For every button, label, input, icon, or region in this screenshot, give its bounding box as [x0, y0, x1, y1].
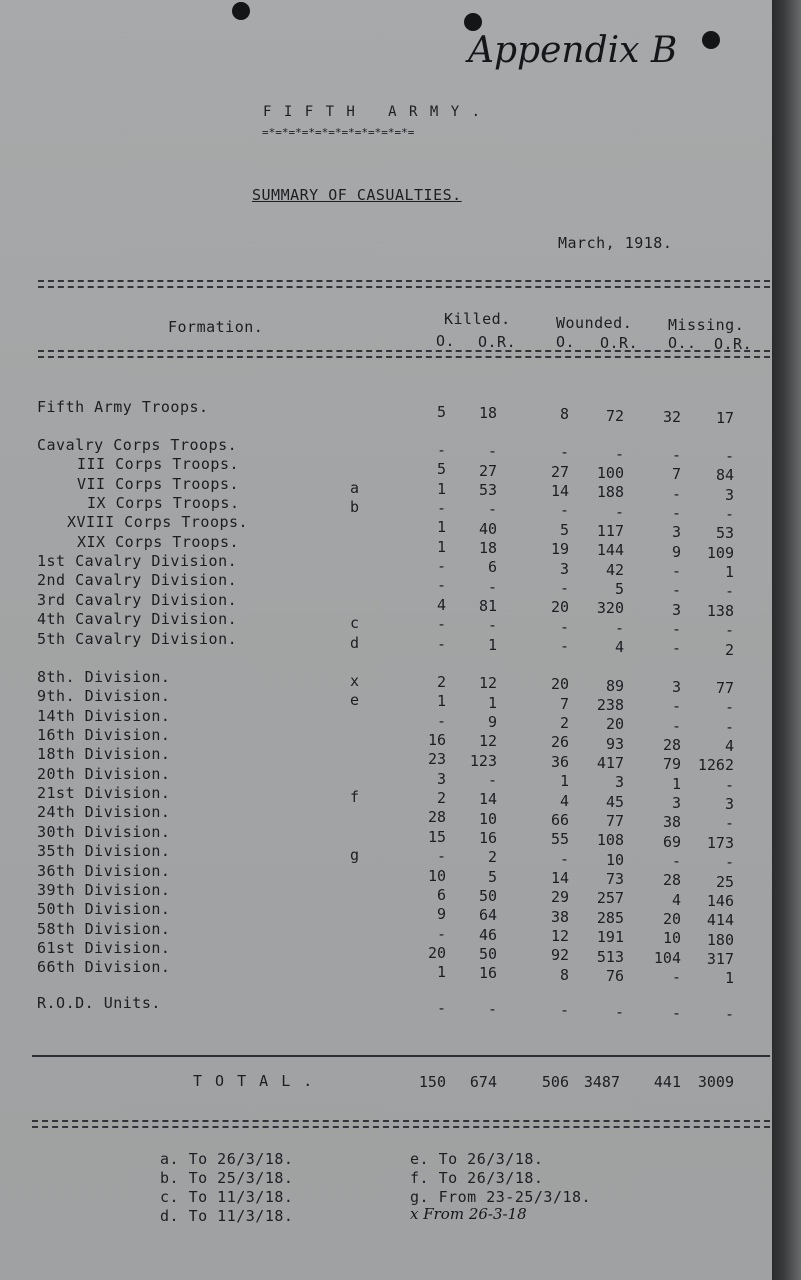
casualty-value: 5: [487, 867, 497, 886]
casualty-value: 180: [706, 930, 734, 949]
formation-name: 36th Division.: [37, 861, 171, 880]
footnote-marker: c: [350, 614, 360, 633]
casualty-value: 3: [671, 793, 681, 812]
casualty-value: -: [559, 501, 569, 520]
casualty-value: 6: [436, 885, 446, 904]
casualty-value: 53: [715, 524, 734, 543]
punch-hole: [232, 2, 250, 20]
footnote-marker: x: [350, 672, 360, 690]
casualty-value: 45: [605, 792, 624, 811]
casualty-value: 317: [706, 949, 734, 968]
casualty-value: 5: [614, 580, 624, 599]
casualty-value: -: [724, 853, 734, 872]
formation-name: 8th. Division.: [37, 668, 171, 686]
formation-name: 66th Division.: [37, 958, 171, 977]
casualty-value: -: [614, 1002, 624, 1021]
formation-name: 35th Division.: [37, 842, 171, 861]
casualty-value: 28: [662, 735, 681, 754]
casualty-value: -: [559, 617, 569, 636]
formation-name: 1st Cavalry Division.: [37, 552, 238, 571]
total-rule-bottom: [32, 1120, 770, 1122]
document-subtitle: SUMMARY OF CASUALTIES.: [252, 186, 462, 204]
casualty-value: 191: [596, 928, 624, 947]
formation-name: 24th Division.: [37, 803, 171, 822]
formation-name: 18th Division.: [37, 745, 171, 764]
casualty-value: 7: [559, 694, 569, 713]
casualty-value: -: [436, 711, 446, 730]
casualty-value: 18: [478, 404, 497, 423]
casualty-value: -: [671, 851, 681, 870]
total-value: 674: [469, 1073, 497, 1091]
casualty-value: 238: [596, 695, 624, 714]
formation-name: Cavalry Corps Troops.: [37, 436, 238, 454]
column-subheader: O.: [556, 333, 576, 352]
formation-name: 61st Division.: [37, 938, 171, 957]
footnote-marker: e: [350, 691, 360, 710]
casualty-value: 1262: [697, 756, 734, 775]
total-rule-bottom: [32, 1126, 770, 1128]
column-header-missing: Missing.: [668, 316, 745, 334]
casualty-value: 79: [662, 755, 681, 774]
casualty-value: 257: [596, 889, 624, 908]
casualty-value: -: [436, 499, 446, 518]
casualty-value: 1: [436, 479, 446, 498]
casualty-value: 108: [596, 831, 624, 850]
footnote-marker: g: [350, 846, 360, 865]
casualty-value: 6: [487, 558, 497, 577]
casualty-value: -: [671, 484, 681, 503]
casualty-value: 12: [550, 926, 569, 945]
casualty-value: 144: [596, 541, 624, 560]
casualty-value: 28: [427, 808, 446, 827]
column-subheader: O.R.: [714, 335, 753, 353]
casualty-value: 12: [478, 732, 497, 751]
casualty-value: -: [614, 618, 624, 637]
casualty-value: 17: [715, 409, 734, 427]
casualty-value: 20: [427, 943, 446, 962]
casualty-value: -: [559, 636, 569, 655]
casualty-value: -: [671, 639, 681, 658]
casualty-value: -: [724, 775, 734, 794]
column-subheader: O.: [436, 332, 456, 350]
formation-name: VII Corps Troops.: [77, 474, 240, 493]
casualty-value: 2: [487, 848, 497, 867]
total-value: 506: [541, 1073, 569, 1091]
casualty-value: 173: [706, 833, 734, 852]
casualty-value: -: [671, 503, 681, 522]
column-subheader: O..: [668, 334, 697, 353]
formation-name: 16th Division.: [37, 726, 171, 745]
casualty-value: 2: [559, 714, 569, 733]
formation-name: 5th Cavalry Division.: [37, 629, 238, 648]
casualty-value: 50: [478, 945, 497, 964]
casualty-value: 29: [550, 888, 569, 907]
column-header-formation: Formation.: [168, 318, 264, 336]
column-subheader: O.R.: [600, 333, 639, 352]
casualty-value: 50: [478, 887, 497, 906]
casualty-value: 417: [596, 754, 624, 772]
casualty-value: 40: [478, 519, 497, 538]
casualty-value: 73: [605, 870, 624, 889]
footnote-marker: b: [350, 498, 360, 517]
casualty-value: 100: [596, 463, 624, 482]
casualty-value: -: [487, 616, 497, 635]
casualty-value: 32: [662, 407, 681, 426]
casualty-value: 1: [559, 772, 569, 791]
casualty-value: 104: [653, 948, 681, 967]
casualty-value: 72: [605, 406, 624, 425]
footnote-item: c. To 11/3/18.: [160, 1188, 294, 1206]
column-subheader: O.R.: [478, 332, 517, 351]
casualty-value: 12: [478, 674, 497, 693]
casualty-value: 69: [662, 832, 681, 851]
formation-name: R.O.D. Units.: [37, 994, 161, 1012]
casualty-value: 5: [436, 460, 446, 479]
casualty-value: -: [614, 502, 624, 521]
handwritten-footnote: x From 26-3-18: [410, 1205, 527, 1223]
casualty-value: 10: [662, 929, 681, 948]
casualty-value: 1: [487, 693, 497, 712]
casualty-value: -: [724, 814, 734, 833]
casualty-value: -: [436, 441, 446, 459]
casualty-value: -: [671, 1003, 681, 1022]
casualty-value: 20: [550, 598, 569, 617]
total-value: 150: [418, 1073, 446, 1091]
casualty-value: 8: [559, 405, 569, 424]
total-value: 441: [653, 1073, 681, 1091]
formation-name: 9th. Division.: [37, 687, 171, 706]
casualty-value: -: [671, 697, 681, 716]
formation-name: 58th Division.: [37, 919, 171, 938]
casualty-value: -: [671, 445, 681, 464]
casualty-value: 117: [596, 522, 624, 540]
casualty-value: -: [559, 578, 569, 597]
punch-hole: [464, 13, 482, 31]
casualty-value: -: [559, 849, 569, 868]
casualty-value: 84: [715, 466, 734, 485]
casualty-value: -: [487, 1000, 497, 1019]
handwritten-annotation: Appendix B: [468, 30, 678, 71]
casualty-value: -: [436, 615, 446, 634]
casualty-value: -: [671, 968, 681, 987]
casualty-value: 4: [614, 638, 624, 657]
casualty-value: 28: [662, 871, 681, 890]
footnote-item: g. From 23-25/3/18.: [410, 1188, 592, 1206]
casualty-value: -: [671, 619, 681, 638]
casualty-value: 4: [436, 595, 446, 614]
casualty-value: 53: [478, 480, 497, 499]
formation-name: III Corps Troops.: [77, 455, 240, 474]
casualty-value: 4: [559, 791, 569, 810]
formation-name: IX Corps Troops.: [87, 494, 240, 513]
title-underline: =*=*=*=*=*=*=*=*=*=*=*=: [262, 126, 415, 139]
casualty-value: 3: [559, 559, 569, 578]
casualty-value: -: [436, 847, 446, 866]
casualty-value: -: [614, 444, 624, 463]
casualty-value: 10: [427, 866, 446, 885]
casualty-value: 4: [724, 737, 734, 756]
casualty-value: 5: [559, 520, 569, 539]
casualty-value: -: [436, 634, 446, 653]
total-value: 3009: [697, 1073, 734, 1091]
casualty-value: 14: [550, 868, 569, 887]
header-rule-bottom: [38, 356, 770, 358]
casualty-value: -: [724, 698, 734, 717]
casualty-value: -: [671, 561, 681, 580]
casualty-value: 1: [436, 963, 446, 982]
header-rule-top: [38, 280, 770, 282]
footnote-item: b. To 25/3/18.: [160, 1169, 294, 1187]
casualty-value: 27: [478, 461, 497, 480]
casualty-value: 1: [724, 563, 734, 582]
casualty-value: 92: [550, 946, 569, 965]
casualty-value: 36: [550, 752, 569, 771]
casualty-value: 1: [436, 518, 446, 537]
casualty-value: 16: [427, 731, 446, 750]
casualty-value: 1: [671, 774, 681, 793]
casualty-value: -: [559, 443, 569, 462]
casualty-value: 15: [427, 827, 446, 846]
casualty-value: -: [436, 576, 446, 595]
casualty-value: 20: [662, 910, 681, 928]
casualty-value: 64: [478, 906, 497, 925]
casualty-value: 109: [706, 543, 734, 562]
total-label: T O T A L .: [193, 1072, 315, 1090]
header-rule-bottom: [38, 350, 770, 352]
casualty-value: 3: [724, 795, 734, 814]
header-rule-top: [38, 286, 770, 288]
casualty-value: 9: [671, 542, 681, 561]
formation-name: XIX Corps Troops.: [77, 532, 240, 551]
formation-name: 21st Division.: [37, 784, 171, 803]
casualty-value: 27: [550, 462, 569, 481]
casualty-value: 4: [671, 890, 681, 909]
formation-name: 20th Division.: [37, 764, 171, 783]
document-title: F I F T H A R M Y .: [263, 104, 483, 120]
casualty-value: 285: [596, 908, 624, 927]
casualty-value: -: [487, 500, 497, 519]
formation-name: 39th Division.: [37, 880, 171, 899]
column-header-killed: Killed.: [444, 310, 511, 328]
casualty-value: -: [724, 717, 734, 736]
casualty-value: 146: [706, 891, 734, 910]
casualty-value: 9: [436, 905, 446, 924]
casualty-value: -: [724, 621, 734, 640]
casualty-value: 14: [550, 482, 569, 501]
footnote-item: d. To 11/3/18.: [160, 1207, 294, 1225]
casualty-value: 3: [614, 773, 624, 792]
casualty-value: 3: [671, 600, 681, 619]
formation-name: 30th Division.: [37, 822, 171, 841]
footnote-item: a. To 26/3/18.: [160, 1150, 294, 1168]
casualty-value: 38: [662, 813, 681, 832]
casualty-value: 93: [605, 734, 624, 753]
casualty-value: 10: [605, 850, 624, 869]
casualty-value: 66: [550, 810, 569, 829]
casualty-value: 77: [605, 812, 624, 831]
casualty-value: 23: [427, 750, 446, 769]
casualty-value: 414: [706, 911, 734, 930]
footnote-item: e. To 26/3/18.: [410, 1150, 544, 1168]
footnote-item: f. To 26/3/18.: [410, 1169, 544, 1187]
casualty-value: 7: [671, 465, 681, 484]
casualty-value: -: [671, 581, 681, 600]
casualty-value: 18: [478, 538, 497, 557]
casualty-value: 1: [436, 692, 446, 711]
casualty-value: 2: [724, 640, 734, 659]
footnote-marker: a: [350, 478, 360, 497]
casualty-value: 5: [436, 403, 446, 421]
page-shadow-edge: [772, 0, 801, 1280]
casualty-value: 19: [550, 540, 569, 559]
casualty-value: 46: [478, 925, 497, 944]
casualty-value: -: [671, 716, 681, 735]
casualty-value: 16: [478, 829, 497, 847]
casualty-value: 81: [478, 597, 497, 615]
casualty-value: 1: [436, 537, 446, 556]
formation-name: 4th Cavalry Division.: [37, 610, 238, 629]
casualty-value: 42: [605, 560, 624, 579]
casualty-value: -: [724, 505, 734, 524]
casualty-value: 89: [605, 676, 624, 695]
casualty-value: 25: [715, 872, 734, 891]
casualty-value: 2: [436, 673, 446, 691]
formation-name: 2nd Cavalry Division.: [37, 571, 238, 590]
casualty-value: 1: [487, 635, 497, 654]
casualty-value: 188: [596, 483, 624, 502]
casualty-value: 3: [724, 485, 734, 504]
casualty-value: -: [559, 1001, 569, 1020]
casualty-value: 123: [469, 751, 497, 770]
footnote-marker: d: [350, 633, 360, 652]
casualty-value: 16: [478, 964, 497, 983]
casualty-value: 20: [605, 715, 624, 734]
casualty-value: -: [487, 577, 497, 596]
formation-name: XVIII Corps Troops.: [67, 513, 249, 532]
casualty-value: -: [487, 442, 497, 461]
casualty-value: 138: [706, 601, 734, 620]
casualty-value: 76: [605, 966, 624, 985]
footnote-marker: f: [350, 788, 360, 807]
casualty-value: -: [436, 999, 446, 1017]
total-rule-top: [32, 1055, 770, 1057]
casualty-value: 38: [550, 907, 569, 926]
document-date: March, 1918.: [558, 234, 673, 252]
casualty-value: -: [436, 924, 446, 943]
column-header-wounded: Wounded.: [556, 314, 633, 332]
punch-hole: [702, 31, 720, 49]
casualty-value: 2: [436, 789, 446, 808]
casualty-value: 513: [596, 947, 624, 966]
formation-name: Fifth Army Troops.: [37, 398, 209, 416]
casualty-value: 9: [487, 712, 497, 731]
casualty-value: 1: [724, 969, 734, 988]
casualty-value: 26: [550, 733, 569, 752]
formation-name: 14th Division.: [37, 706, 171, 725]
casualty-value: 3: [671, 523, 681, 542]
casualty-value: 3: [436, 769, 446, 788]
casualty-value: 8: [559, 965, 569, 984]
casualty-value: 20: [550, 675, 569, 694]
casualty-value: -: [724, 447, 734, 465]
casualty-value: 77: [715, 679, 734, 697]
casualty-value: 55: [550, 830, 569, 849]
casualty-value: -: [436, 557, 446, 576]
casualty-value: 14: [478, 790, 497, 809]
formation-name: 50th Division.: [37, 900, 171, 919]
total-value: 3487: [583, 1073, 620, 1091]
casualty-value: -: [724, 582, 734, 601]
casualty-value: 10: [478, 809, 497, 828]
formation-name: 3rd Cavalry Division.: [37, 590, 238, 609]
casualty-value: -: [724, 1005, 734, 1023]
casualty-value: -: [487, 770, 497, 789]
casualty-value: 320: [596, 599, 624, 618]
casualty-value: 3: [671, 677, 681, 696]
